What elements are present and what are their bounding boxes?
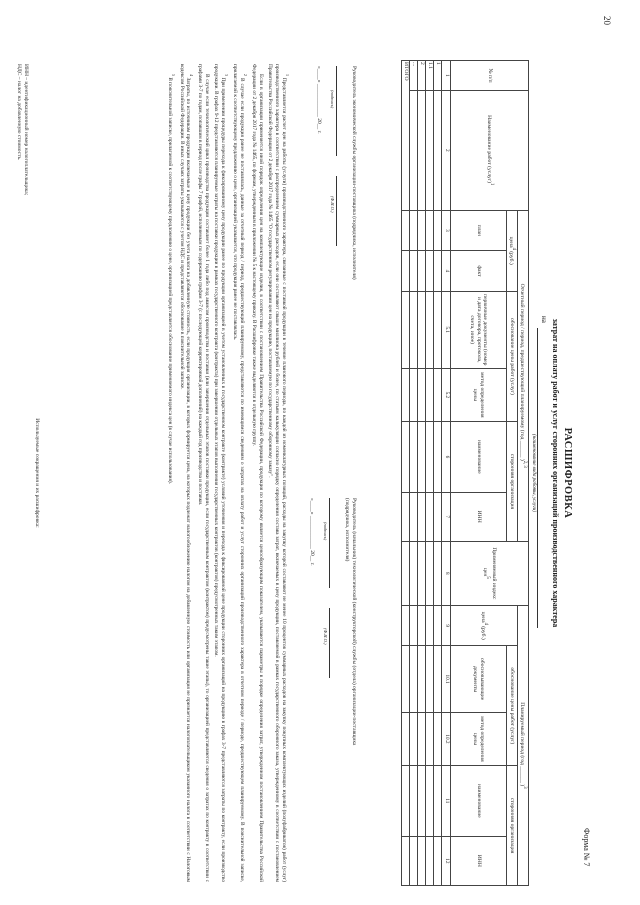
- signature-line: [329, 498, 337, 588]
- total-label: ИТОГО: [402, 61, 410, 211]
- total-row: [402, 61, 410, 886]
- signature-hint: (подпись): [322, 522, 328, 541]
- justification-plan-header: обоснование цены работ (услуг): [507, 646, 518, 766]
- work-type-line: [537, 316, 548, 628]
- column-number: 5.2: [442, 368, 451, 421]
- method-report-header: метод определения цены: [451, 368, 507, 421]
- footnote: $^5$ В пояснительной записке, прилагаемой к соответствующему предложению о цене, организацией представляется обоснование применяемого индекса цен (в случае использования).: [166, 74, 176, 485]
- column-number: 7: [442, 492, 451, 541]
- fio-line: [329, 608, 337, 678]
- org-name-report-header: наименование: [451, 422, 507, 493]
- column-number: 2: [442, 90, 451, 210]
- rotated-form: [5, 58, 595, 888]
- abbreviations-title: Используемые сокращения и их расшифровка:: [34, 418, 40, 528]
- col-number-header: № п/п: [451, 61, 529, 91]
- document-subtitle: затрат на оплату работ и услуг сторонних организаций производственного характера: [551, 318, 560, 628]
- table-row: [426, 61, 434, 886]
- footnote: Если в организации применяется иной порядок определения цен на комплектующие изделия, в соответствии с постановлением Правительства Российской Федерации, продукция по которому является ценообразующим показателем, указываются параметры в порядке определения затрат, утвержденном постановлением Правительства Российской Федерации от 2 декабря 2017 года № 1465, по формам, утвержденным в приложении № 5 к настоящему приказу. В Расшифровке также выделяются в отдельную группу.: [251, 64, 265, 882]
- signature-block-economic: [315, 66, 357, 296]
- row-label: 1.1: [426, 61, 434, 91]
- signature-title: Руководитель экономической службы организации-поставщика (подрядчика, исполнителя): [351, 66, 357, 280]
- supplier-report-header: сторонняя организация: [507, 422, 518, 542]
- plan-period-header: Планируемый период (год ______ )$^3$: [518, 605, 529, 885]
- price-plan-header: цена$^4$ (руб.): [451, 605, 518, 646]
- fact-header: факт: [451, 251, 507, 292]
- footnote: $^3$ При применении процедуры перехода к фиксированному цену продукции ранее по продукции организацией в учетом установленных в государственном контракте (контракте) условий уточнения и перехода к фиксированной цене продукции сторонних организаций на продукцию в графах 3-7 представляются затраты по контракту, если производство продукции. В графах 9-12 представляются планируемые затраты на поставки продукции в рамках государственного контракта (контракта) при завершении отдельных этапов выполнения государственных контрактов (контрактов) предусмотренных таким этапом.: [213, 64, 230, 882]
- supplier-plan-header: сторонняя организация: [507, 766, 518, 886]
- inn-plan-header: ИНН: [451, 836, 507, 885]
- fio-line: [336, 176, 344, 246]
- footnote: $^4$ Затраты, по источникам продукции включаемые в цену продукции без учета налога на добавленную стоимость, если продукция организации, в которых формируется цена, на которых подлежат налогообложению налогом на добавленную стоимость или организация не признается налогоплательщиком указанного налога в соответствии с Налоговым кодексом Российской Федерации. В иных случаях затраты указываются с учетом НДС и представляются обоснование в пояснительной записке.: [178, 64, 195, 882]
- col-name-header: Наименование работ (услуг)$^1$: [451, 90, 529, 210]
- justification-report-header: обоснование цены работ (услуг): [507, 291, 518, 421]
- abbreviation-item: ИНН – идентификационный номер налогоплательщика;: [23, 64, 29, 196]
- method-plan-header: метод определения цены: [451, 712, 507, 765]
- costs-table: [401, 60, 529, 886]
- plan-header: план: [451, 210, 507, 251]
- row-label: 2: [418, 61, 426, 91]
- work-type-hint: (наименование вида работы, услуги): [531, 434, 536, 512]
- column-number: 10.2: [442, 712, 451, 765]
- column-number: 6: [442, 422, 451, 493]
- fio-hint: (Ф.И.О.): [329, 196, 335, 213]
- signature-line: [336, 66, 344, 156]
- column-number: 3: [442, 210, 451, 251]
- signature-block-technical: [308, 498, 357, 758]
- primary-docs-header: первичные документы (номер и дата договора, протокола, счета, иное): [451, 291, 507, 368]
- applied-index-header: Применяемый индекс цен$^5$: [451, 541, 529, 605]
- fio-hint: (Ф.И.О.): [322, 628, 328, 645]
- justifying-docs-header: обосновывающие документы: [451, 646, 507, 712]
- signature-date: «____» ____________ 20__ г.: [308, 498, 315, 566]
- table-row: [418, 61, 426, 886]
- column-number-row: [442, 61, 451, 886]
- table-row: [410, 61, 418, 886]
- row-label: 1: [434, 61, 442, 91]
- footnotes: [164, 64, 290, 882]
- report-period-header: Отчетный период / период, предшествующий планируемому (год ______ )$^{2, 3}$: [518, 210, 529, 541]
- signature-date: «____» ____________ 20__ г.: [315, 66, 322, 134]
- page-number: 20: [602, 16, 612, 25]
- column-number: 4: [442, 251, 451, 292]
- column-number: 9: [442, 605, 451, 646]
- document-title: РАСШИФРОВКА: [562, 427, 573, 519]
- inn-report-header: ИНН: [451, 492, 507, 541]
- column-number: 8: [442, 541, 451, 605]
- footnote: $^1$ Представляется расчет цен на работы (услуги) производственного характера, связанные с поставкой продукции в течение планового периода, по каждой из номенклатурных позиций, расходы на закупку которой составляют не менее 10 процентов суммарных расходов на закупку покупных комплектующих изделий (полуфабрикатов) работ (услуг) производственного характера в соответствии с распределением суммарных расходов, если они составляют свыше миллиона рублей и более, по статьям калькуляции согласно порядку определения состава затрат, включаемых в цену продукции, поставляемой в рамках государственного оборонного заказа, утвержденному в соответствии с постановлением Правительства Российской Федерации от 2 декабря 2017 года № 1465 "О государственном регулировании цен на продукцию, поставляемую по государственному оборонному заказу".: [267, 64, 290, 882]
- abbreviation-item: НДС – налог на добавленную стоимость.: [15, 64, 22, 161]
- table-row: [434, 61, 442, 886]
- column-number: 5.1: [442, 291, 451, 368]
- na-prefix: на: [540, 316, 548, 323]
- signature-hint: (подпись): [329, 90, 335, 109]
- signature-title: Руководитель (начальник) технологической (конструкторской) службы (отдела) организации-поставщика (подрядчика, исполнителя): [343, 498, 357, 746]
- row-label: ...: [410, 61, 418, 91]
- column-number: 12: [442, 836, 451, 885]
- column-number: 11: [442, 766, 451, 837]
- org-name-plan-header: наименование: [451, 766, 507, 837]
- footnote: В случае если технологический цикл производства продукции составляет более 1 года либо под авансом производства и поставки (или завершения отдельных этапов поставки продукции, если государственным контрактом (контрактом) предусмотрены такие этапы), то организацией представляются сведения о затратах по контракту в соответствии с графами 3-7 по годам, попавшим в период после графы 7 графой, исполняемым по содержанию графам 3-7 (с последующей корректировкой дополнений) на каждый год производства и поставки.: [197, 64, 211, 882]
- abbreviations-list: [14, 64, 29, 195]
- footnote: $^2$ В случае если продукция ранее не поставлялась, данные за отчетный период / период, предшествующий планируемому, представляются по имеющимся сведениям о затратах на оплату работ и услуг сторонних организаций производственного характера в отчетном периоде / периоде, предшествующем планируемому. В пояснительной записке, прилагаемой к соответствующему предложению о цене, организацией указывается, что продукция ранее не поставлялась.: [232, 64, 249, 882]
- column-number: 10.1: [442, 646, 451, 712]
- form-number: Форма № 7: [582, 828, 591, 867]
- price-report-header: цена$^4$ (руб.): [507, 210, 518, 291]
- column-number: 1: [442, 61, 451, 91]
